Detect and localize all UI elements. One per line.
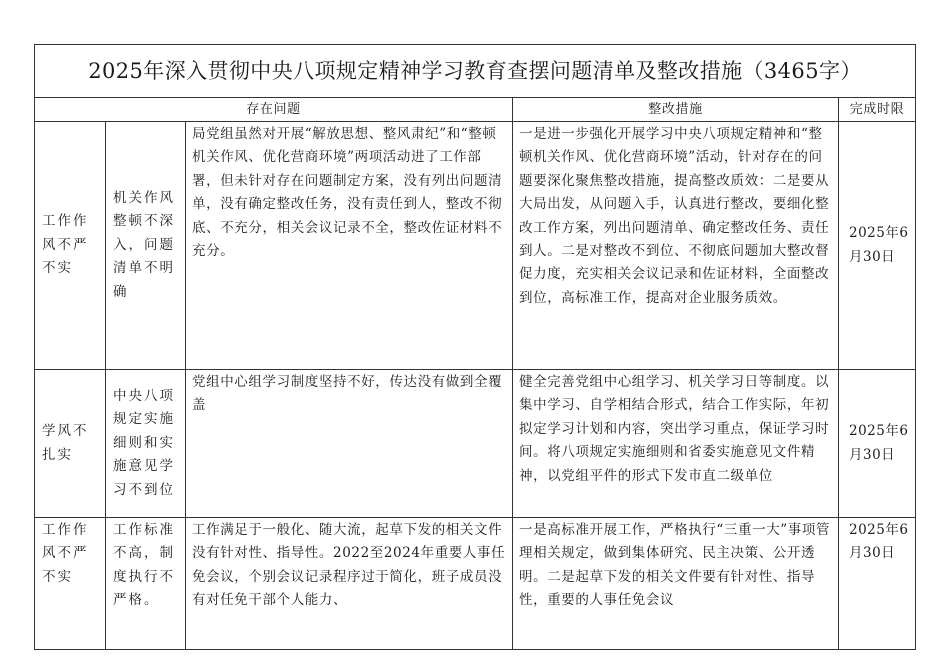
document-title: 2025年深入贯彻中央八项规定精神学习教育查摆问题清单及整改措施（3465字） bbox=[35, 45, 916, 98]
row-sub-issue: 工作标准不高，制度执行不严格。 bbox=[106, 518, 186, 650]
table-row bbox=[35, 122, 916, 370]
row-issue: 局党组虽然对开展“解放思想、整风肃纪”和“整顿机关作风、优化营商环境”两项活动进了工作部署，但未针对存在问题制定方案，没有列出问题清单，没有确定整改任务，没有责任到人，整改不彻底、不充分，相关会议记录不全，整改佐证材料不充分。 bbox=[186, 122, 513, 370]
row-category: 学风不扎实 bbox=[35, 370, 106, 518]
row-measure: 健全完善党组中心组学习、机关学习日等制度。以集中学习、自学相结合形式，结合工作实际，年初拟定学习计划和内容，突出学习重点，保证学习时间。将八项规定实施细则和省委实施意见文件精神，以党组平件的形式下发市直二级单位 bbox=[513, 370, 839, 518]
row-measure: 一是高标准开展工作，严格执行“三重一大”事项管理相关规定，做到集体研究、民主决策、公开透明。二是起草下发的相关文件要有针对性、指导性，重要的人事任免会议 bbox=[513, 518, 839, 650]
row-issue: 工作满足于一般化、随大流，起草下发的相关文件没有针对性、指导性。2022至2024年重要人事任免会议，个别会议记录程序过于简化，班子成员没有对任免干部个人能力、 bbox=[186, 518, 513, 650]
row-issue: 党组中心组学习制度坚持不好，传达没有做到全覆盖 bbox=[186, 370, 513, 518]
row-deadline: 2025年6月30日 bbox=[839, 370, 916, 518]
row-deadline: 2025年6月30日 bbox=[839, 122, 916, 370]
row-sub-issue: 中央八项规定实施细则和实施意见学习不到位 bbox=[106, 370, 186, 518]
header-issues: 存在问题 bbox=[35, 98, 513, 122]
row-category: 工作作风不严不实 bbox=[35, 518, 106, 650]
row-measure: 一是进一步强化开展学习中央八项规定精神和“整顿机关作风、优化营商环境”活动，针对存在的问题要深化聚焦整改措施，提高整改质效：二是要从大局出发，从问题入手，认真进行整改，要细化整改工作方案，列出问题清单、确定整改任务、责任到人。二是对整改不到位、不彻底问题加大整改督促力度，充实相关会议记录和佐证材料，全面整改到位，高标准工作，提高对企业服务质效。 bbox=[513, 122, 839, 370]
header-deadline: 完成时限 bbox=[839, 98, 916, 122]
row-category: 工作作风不严不实 bbox=[35, 122, 106, 370]
issues-table bbox=[34, 44, 916, 650]
header-measures: 整改措施 bbox=[513, 98, 839, 122]
table-row bbox=[35, 518, 916, 650]
title-row bbox=[35, 45, 916, 98]
header-row bbox=[35, 98, 916, 122]
row-sub-issue: 机关作风整顿不深入，问题清单不明确 bbox=[106, 122, 186, 370]
table-row bbox=[35, 370, 916, 518]
row-deadline: 2025年6月30日 bbox=[839, 518, 916, 650]
